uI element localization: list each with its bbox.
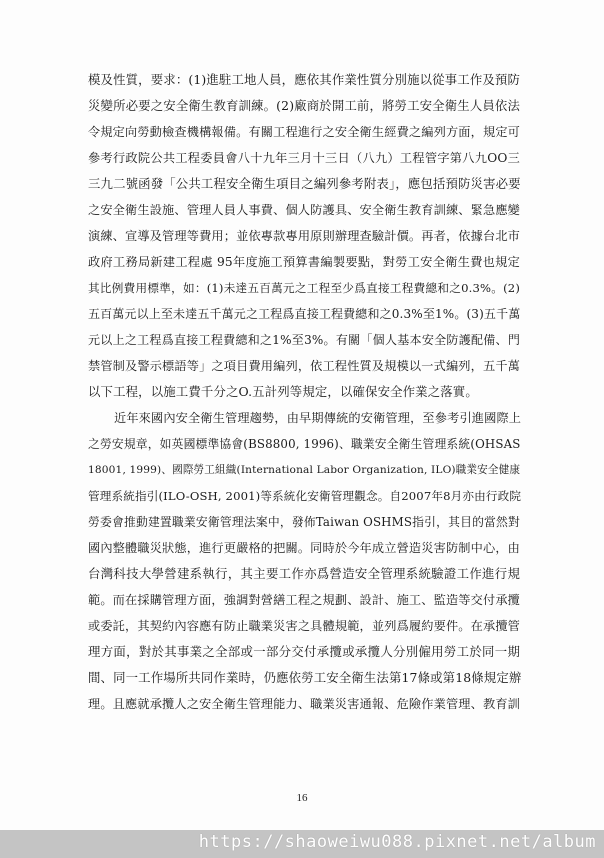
text-line: 管理系統指引(ILO-OSH, 2001)等系統化安衛管理觀念。自2007年8月亦由行政院	[88, 489, 522, 503]
text-line: 近年來國內安全衛生管理趨勢，由早期傳統的安衛管理，至參考引進國際上	[114, 411, 522, 425]
text-line: 禁管制及警示標語等」之項目費用編列，依工程性質及規模以一式編列，五千萬	[88, 359, 520, 373]
text-line: 令規定向勞動檢查機構報備。有關工程進行之安全衛生經費之編列方面，規定可	[88, 125, 520, 139]
body-text	[88, 67, 520, 717]
text-line: 演練、宣導及管理等費用；並依專款專用原則辦理查驗計價。再者，依據台北市	[88, 229, 520, 243]
text-line: 間、同一工作場所共同作業時，仍應依勞工安全衛生法第17條或第18條規定辦	[88, 670, 522, 685]
watermark-bar	[0, 830, 604, 858]
text-line: 理方面，對於其事業之全部或一部分交付承攬或承攬人分別僱用勞工於同一期	[88, 644, 520, 659]
page-number: 16	[296, 792, 308, 804]
text-line: 或委託，其契約內容應有防止職業災害之具體規範，並列爲履約要件。在承攬管	[88, 619, 520, 633]
text-line: 國內整體職災狀態，進行更嚴格的把關。同時於今年成立營造災害防制中心，由	[88, 541, 520, 555]
text-line: 元以上之工程爲直接工程費總和之1%至3%。有關「個人基本安全防護配備、門	[88, 333, 520, 347]
watermark-url: https://shaoweiwu088.pixnet.net/album	[198, 832, 596, 852]
text-line: 五百萬元以上至未達五千萬元之工程爲直接工程費總和之0.3%至1%。(3)五千萬	[88, 307, 521, 321]
text-line: 18001, 1999)、國際勞工組織(International Labor Organization, ILO)職業安全健康	[88, 464, 521, 476]
paragraph-2	[88, 405, 520, 717]
text-line: 理。且應就承攬人之安全衛生管理能力、職業災害通報、危險作業管理、教育訓	[88, 697, 520, 711]
text-line: 政府工務局新建工程處 95年度施工預算書編製要點，對勞工安全衛生費也規定	[88, 255, 520, 269]
text-line: 災變所必要之安全衛生教育訓練。(2)廠商於開工前，將勞工安全衛生人員依法	[88, 98, 520, 113]
text-line: 其比例費用標準，如：(1)未達五百萬元之工程至少爲直接工程費總和之0.3%。(2)	[88, 281, 520, 295]
text-line: 三九二號函發「公共工程安全衛生項目之編列參考附表」，應包括預防災害必要	[88, 176, 521, 191]
text-line: 範。而在採購管理方面，強調對營繕工程之規劃、設計、施工、監造等交付承攬	[88, 593, 520, 607]
text-line: 參考行政院公共工程委員會八十九年三月十三日（八九）工程管字第八九OO三	[88, 151, 520, 165]
paragraph-1	[88, 67, 520, 405]
text-line: 以下工程，以施工費千分之O.五計列等規定，以確保安全作業之落實。	[88, 384, 478, 399]
text-line: 勞委會推動建置職業安衛管理法案中，發佈Taiwan OSHMS指引，其目的當然對	[88, 515, 520, 529]
text-line: 模及性質，要求：(1)進駐工地人員，應依其作業性質分別施以從事工作及預防	[88, 72, 520, 87]
text-line: 之安全衛生設施、管理人員人事費、個人防護具、安全衛生教育訓練、緊急應變	[88, 203, 520, 217]
text-line: 之勞安規章，如英國標準協會(BS8800, 1996)、職業安全衛生管理系統(OHSAS	[88, 437, 521, 451]
text-line: 台灣科技大學營建系執行，其主要工作亦爲營造安全管理系統驗證工作進行規	[88, 566, 520, 581]
